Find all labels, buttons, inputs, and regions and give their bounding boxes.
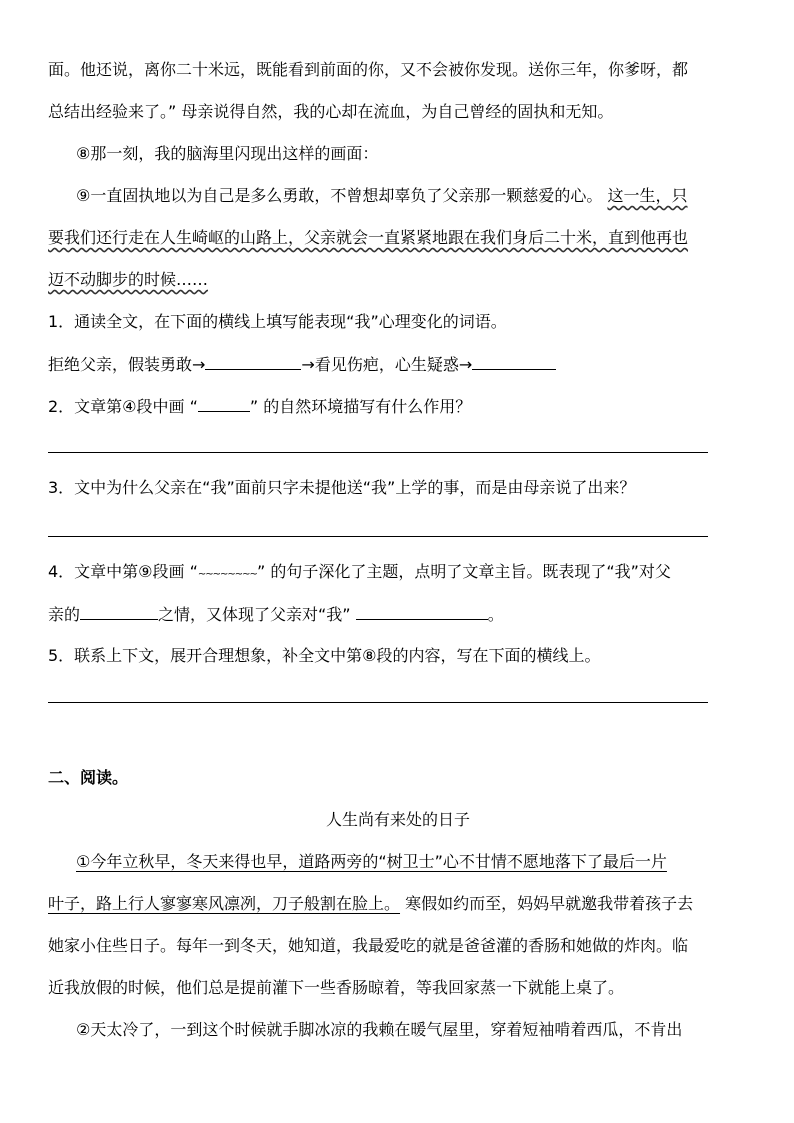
- section-2-heading: 二、阅读。: [48, 768, 129, 787]
- article-p1-line3: 她家小住些日子。每年一到冬天，她知道，我最爱吃的就是爸爸灌的香肠和她做的炸肉。临: [48, 936, 689, 955]
- q4-text-e: 。: [487, 605, 504, 624]
- article-p1-line2: [48, 893, 748, 915]
- paragraph-9-wavy-sentence-end: 迈不动脚步的时候……: [48, 270, 209, 289]
- article-p1-text-c: 寒假如约而至，妈妈早就邀我带着孩子去: [400, 894, 694, 913]
- q4-text-c: 亲的: [48, 605, 81, 624]
- q3-answer-line[interactable]: [48, 536, 708, 537]
- q1-text-b: →看见伤疤，心生疑惑→: [301, 355, 473, 374]
- article-p1-line4: 近我放假的时候，他们总是提前灌下一些香肠晾着，等我回家蒸一下就能上桌了。: [48, 978, 625, 997]
- article-p2-line1: ②天太冷了，一到这个时候就手脚冰凉的我赖在暖气屋里，穿着短袖啃着西瓜，不肯出: [76, 1020, 683, 1039]
- paragraph-9-text: ⑨一直固执地以为自己是多么勇敢，不曾想却辜负了父亲那一颗慈爱的心。: [76, 186, 603, 205]
- q4-blank-2[interactable]: [356, 603, 488, 620]
- paragraph-prev-line2: 总结出经验来了。” 母亲说得自然，我的心却在流血，为自己曾经的固执和无知。: [48, 102, 614, 121]
- article-p1-line1: [76, 851, 776, 873]
- paragraph-8: ⑧那一刻，我的脑海里闪现出这样的画面：: [76, 144, 379, 163]
- paragraph-prev-line1: 面。他还说，离你二十米远，既能看到前面的你，又不会被你发现。送你三年，你爹呀，都: [48, 60, 689, 79]
- article-p1-underlined-b: 叶子，路上行人寥寥寒风凛冽，刀子般割在脸上。: [48, 894, 401, 913]
- question-5: 5．联系上下文，展开合理想象，补全文中第⑧段的内容，写在下面的横线上。: [48, 646, 601, 665]
- q4-text-a: 4．文章中第⑨段画 “: [48, 562, 198, 581]
- question-4-line1: [48, 561, 748, 586]
- q2-underline-mark: [198, 395, 250, 412]
- paragraph-9-line1: [76, 185, 776, 207]
- article-title: 人生尚有来处的日子: [325, 810, 470, 829]
- q2-answer-line[interactable]: [48, 452, 708, 453]
- q4-blank-1[interactable]: [80, 603, 158, 620]
- q5-answer-line[interactable]: [48, 702, 708, 703]
- question-1: 1．通读全文，在下面的横线上填写能表现“我”心理变化的词语。: [48, 312, 507, 331]
- q1-text-a: 拒绝父亲，假装勇敢→: [48, 355, 206, 374]
- q1-blank-1[interactable]: [205, 353, 301, 370]
- q4-wavy-mark: ~~~~~~~~: [197, 569, 257, 580]
- q4-text-b: ” 的句子深化了主题，点明了文章主旨。既表现了“我”对父: [256, 562, 671, 581]
- q2-text-b: ” 的自然环境描写有什么作用？: [249, 397, 472, 416]
- q1-blank-2[interactable]: [472, 353, 556, 370]
- q4-text-d: 之情，又体现了父亲对“我”: [158, 605, 356, 624]
- paragraph-9-line2: 要我们还行走在人生崎岖的山路上，父亲就会一直紧紧地跟在我们身后二十米，直到他再也: [48, 228, 689, 247]
- question-1-fill-line: [48, 353, 748, 376]
- question-4-line2: [48, 603, 748, 626]
- paragraph-9-line3: [48, 269, 748, 291]
- q2-text-a: 2．文章第④段中画 “: [48, 397, 198, 416]
- question-2: [48, 395, 748, 418]
- article-p1-underlined-a: ①今年立秋早，冬天来得也早，道路两旁的“树卫士”心不甘情不愿地落下了最后一片: [76, 852, 667, 871]
- question-3: 3．文中为什么父亲在“我”面前只字未提他送“我”上学的事，而是由母亲说了出来？: [48, 478, 636, 497]
- paragraph-9-wavy-sentence-start: 这一生，只: [607, 186, 688, 205]
